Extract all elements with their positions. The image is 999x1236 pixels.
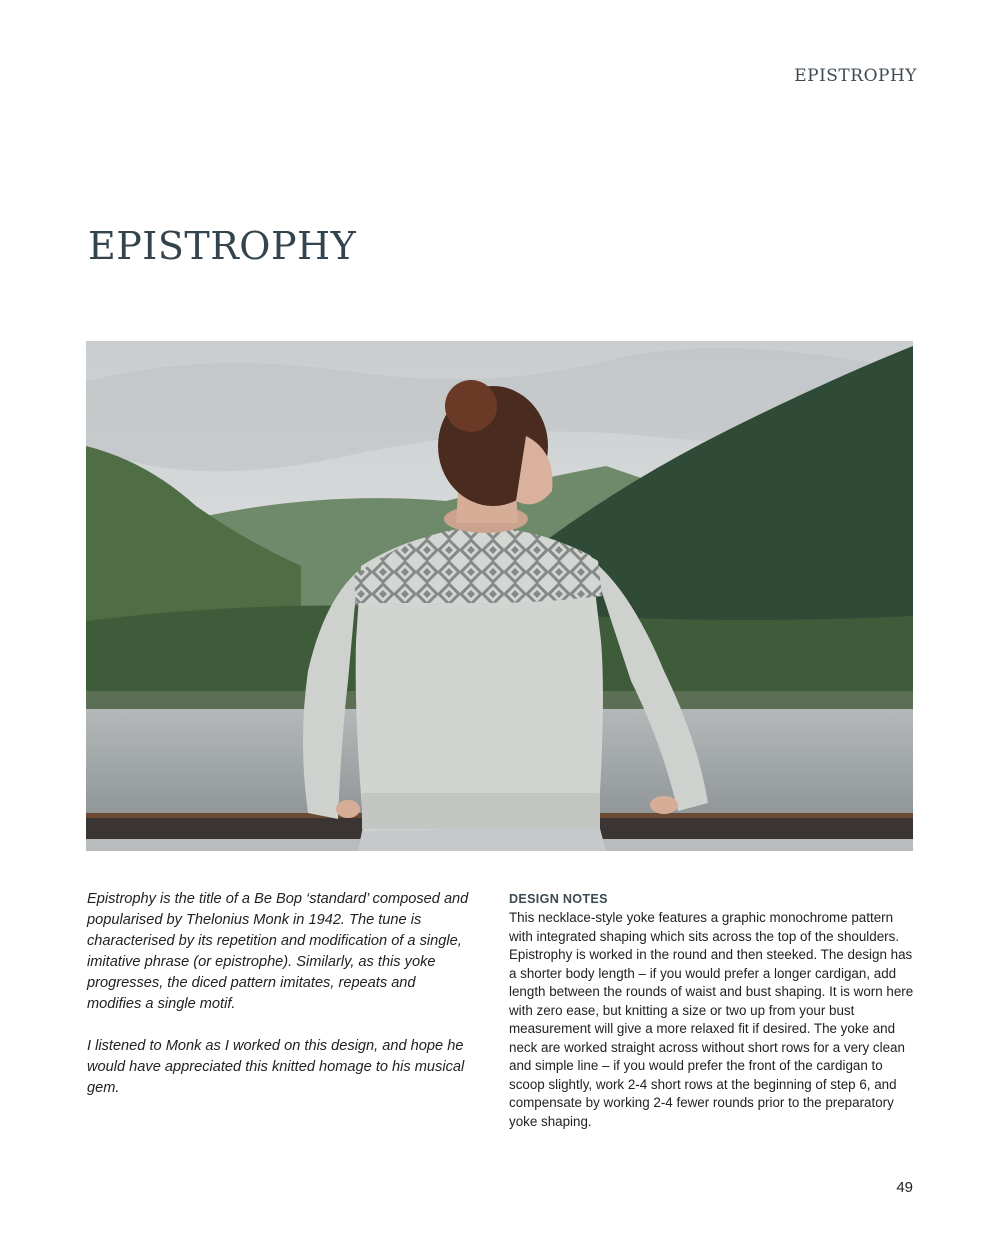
running-head: EPISTROPHY — [794, 66, 917, 86]
design-notes — [509, 891, 914, 1131]
hair-bun — [445, 380, 497, 432]
intro-text — [87, 889, 472, 1120]
hand-right — [650, 796, 678, 814]
intro-paragraph: Epistrophy is the title of a Be Bop ‘standard’ composed and popularised by Thelonius Monk in 1942. The tune is characterised by its repetition and modification of a single, imitative phrase (or epistrophe). Similarly, as this yoke progresses, the diced pattern imitates, repeats and modifies a single motif. — [87, 891, 469, 1012]
photo-illustration — [86, 341, 913, 851]
design-notes-body: This necklace-style yoke features a graphic monochrome pattern with integrated shaping which sits across the top of the shoulders. Epistrophy is worked in the round and then steeked. The design has a shorter body length – if you would prefer a longer cardigan, add length between the rounds of waist and bust shaping. It is worn here with zero ease, but knitting a size or two up from your bust measurement will give a more relaxed fit if desired. The yoke and neck are worked straight across without short rows for a very clean and simple line – if you would prefer the front of the cardigan to scoop slightly, work 2-4 short rows at the beginning of step 6, and compensate by working 2-4 fewer rounds prior to the preparatory yoke shaping. — [509, 910, 914, 1129]
hero-photo — [86, 341, 913, 851]
page-title: EPISTROPHY — [88, 224, 357, 268]
intro-paragraph: I listened to Monk as I worked on this design, and hope he would have appreciated this knitted homage to his musical gem. — [87, 1038, 465, 1096]
page-number: 49 — [896, 1179, 913, 1196]
design-notes-heading: DESIGN NOTES — [509, 892, 608, 906]
ribbed-hem — [362, 793, 600, 829]
hand-left — [336, 800, 360, 818]
